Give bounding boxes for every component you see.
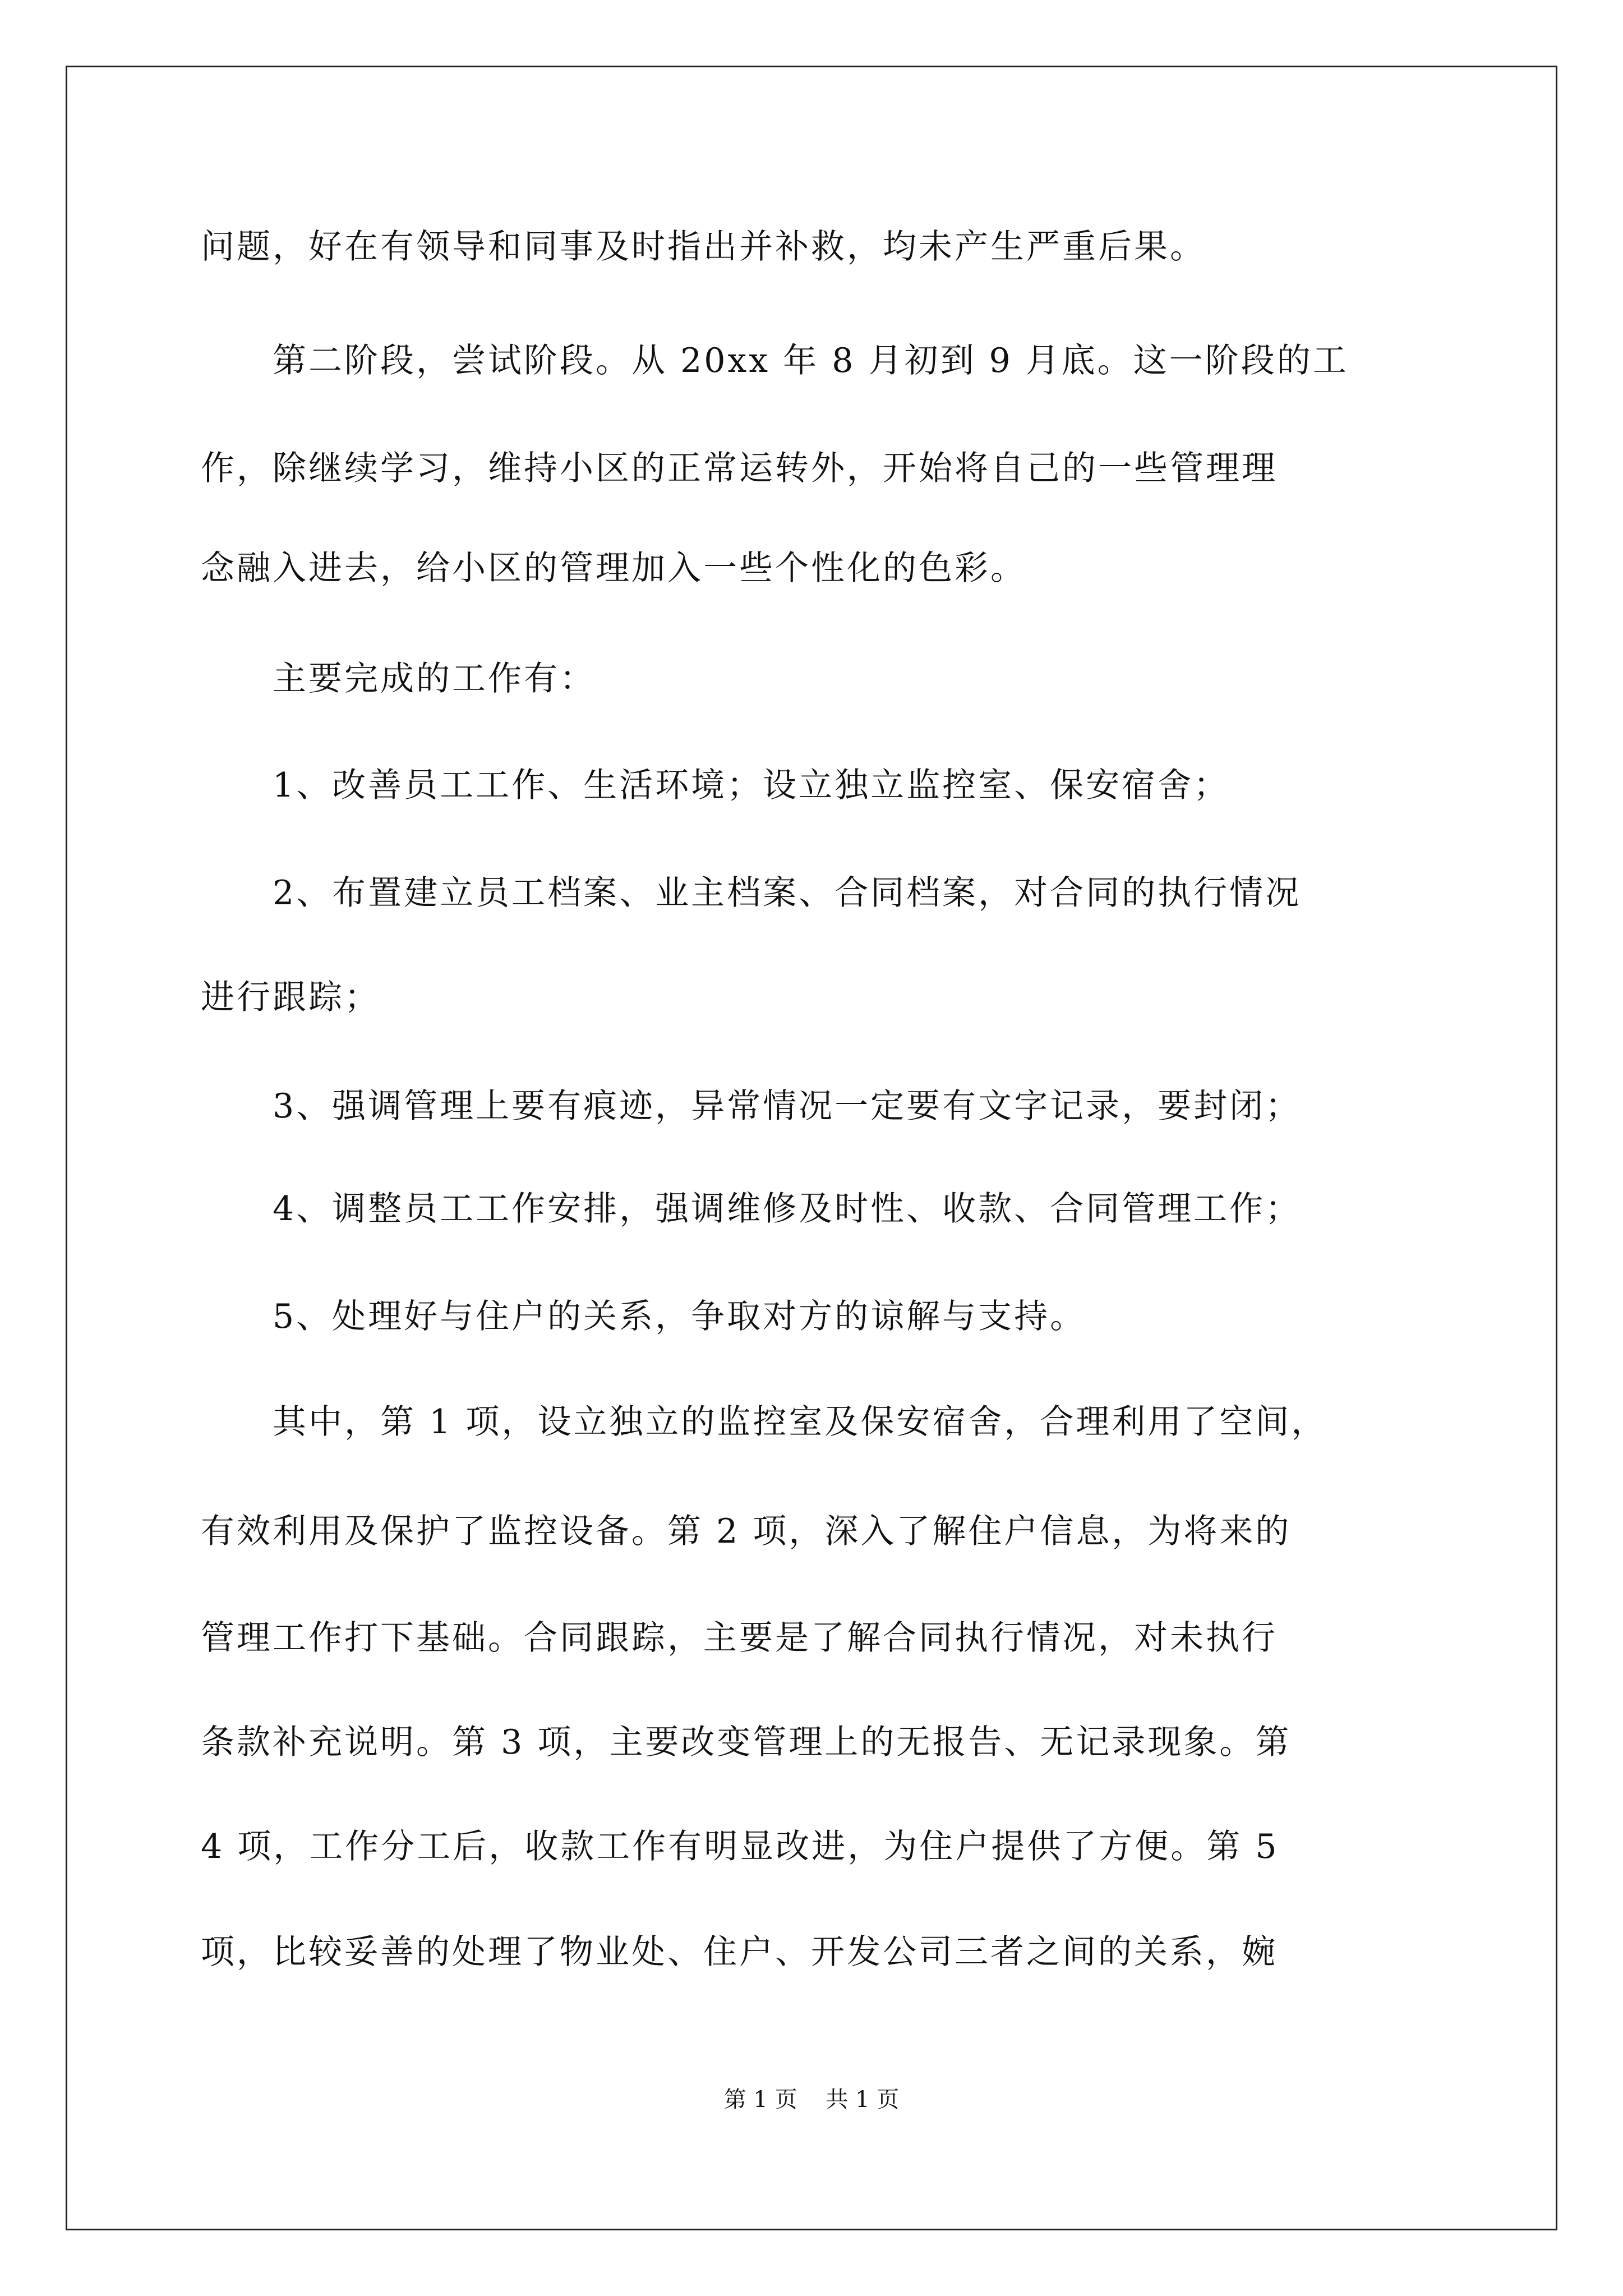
text-line: 条款补充说明。第 3 项，主要改变管理上的无报告、无记录现象。第 [201,1723,1292,1762]
text-line: 4 项，工作分工后，收款工作有明显改进，为住户提供了方便。第 5 [201,1827,1279,1866]
text-line: 进行跟踪； [201,978,380,1017]
text-line: 第二阶段，尝试阶段。从 20xx 年 8 月初到 9 月底。这一阶段的工 [201,341,1349,380]
text-line: 念融入进去，给小区的管理加入一些个性化的色彩。 [201,549,1026,588]
text-line: 3、强调管理上要有痕迹，异常情况一定要有文字记录，要封闭； [201,1087,1302,1126]
text-line: 4、调整员工工作安排，强调维修及时性、收款、合同管理工作； [201,1189,1302,1228]
text-line: 有效利用及保护了监控设备。第 2 项，深入了解住户信息，为将来的 [201,1512,1292,1551]
text-line: 5、处理好与住户的关系，争取对方的谅解与支持。 [201,1297,1086,1336]
text-line: 管理工作打下基础。合同跟踪，主要是了解合同执行情况，对未执行 [201,1618,1278,1658]
text-line: 2、布置建立员工档案、业主档案、合同档案，对合同的执行情况 [201,873,1302,913]
text-line: 问题，好在有领导和同事及时指出并补救，均未产生严重后果。 [201,227,1206,266]
page-border [66,66,1557,2230]
text-line: 项，比较妥善的处理了物业处、住户、开发公司三者之间的关系，婉 [201,1932,1278,1972]
page-number-footer: 第 1 页 共 1 页 [723,2087,900,2113]
text-line: 其中，第 1 项，设立独立的监控室及保安宿舍，合理利用了空间， [201,1402,1327,1442]
text-line: 1、改善员工工作、生活环境；设立独立监控室、保安宿舍； [201,766,1230,805]
text-line: 作，除继续学习，维持小区的正常运转外，开始将自己的一些管理理 [201,449,1278,488]
text-line: 主要完成的工作有： [201,659,596,698]
